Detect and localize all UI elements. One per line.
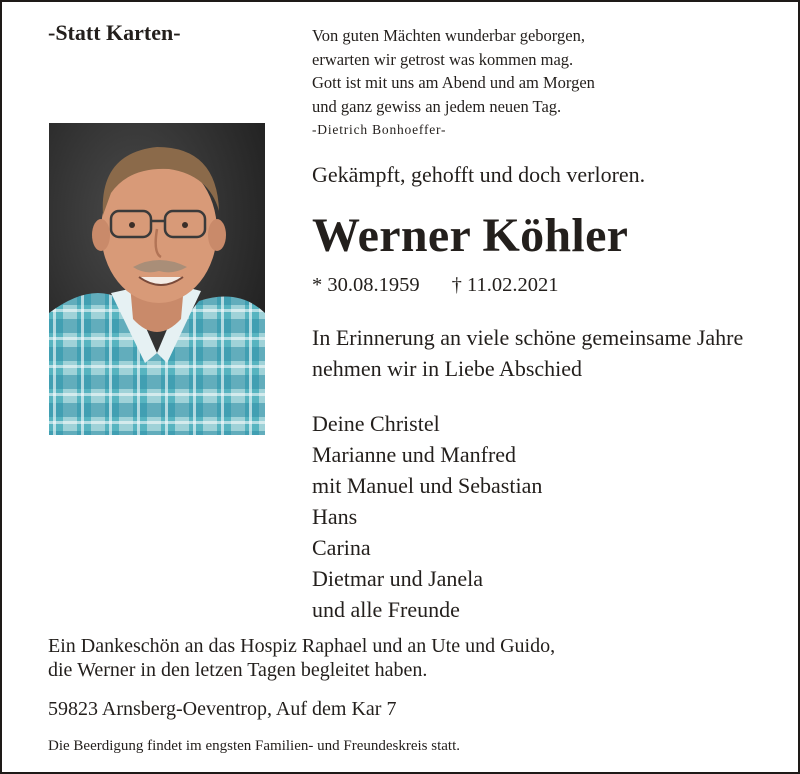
thanks-text <box>48 634 555 682</box>
funeral-note: Die Beerdigung findet im engsten Familien- und Freundeskreis statt. <box>48 738 461 754</box>
mourner-name: Carina <box>312 535 371 560</box>
quote-line: Gott ist mit uns am Abend und am Morgen <box>312 73 595 92</box>
mourner-name: Hans <box>312 504 358 529</box>
deceased-name: Werner Köhler <box>312 209 629 262</box>
farewell-line: In Erinnerung an viele schöne gemeinsame Jahre <box>312 325 744 350</box>
farewell-text <box>312 322 743 384</box>
mourners-list <box>312 408 542 625</box>
bonhoeffer-quote <box>312 24 595 142</box>
birth-date: * 30.08.1959 <box>312 274 420 296</box>
thanks-line: die Werner in den letzen Tagen begleitet haben. <box>48 659 428 681</box>
mourner-name: und alle Freunde <box>312 597 460 622</box>
mourner-name: mit Manuel und Sebastian <box>312 473 543 498</box>
address-line: 59823 Arnsberg-Oeventrop, Auf dem Kar 7 <box>48 698 397 720</box>
mourner-name: Marianne und Manfred <box>312 442 517 467</box>
quote-author: -Dietrich Bonhoeffer- <box>312 122 447 137</box>
thanks-line: Ein Dankeschön an das Hospiz Raphael und an Ute und Guido, <box>48 635 556 657</box>
mourner-name: Dietmar und Janela <box>312 566 484 591</box>
mourner-name: Deine Christel <box>312 411 440 436</box>
quote-line: Von guten Mächten wunderbar geborgen, <box>312 26 585 45</box>
portrait-photo <box>49 123 265 435</box>
motto-line: Gekämpft, gehofft und doch verloren. <box>312 162 646 187</box>
death-date: † 11.02.2021 <box>451 274 559 296</box>
statt-karten-label: -Statt Karten- <box>48 20 181 45</box>
quote-line: erwarten wir getrost was kommen mag. <box>312 49 574 69</box>
quote-line: und ganz gewiss an jedem neuen Tag. <box>312 96 562 116</box>
farewell-line: nehmen wir in Liebe Abschied <box>312 356 583 381</box>
life-dates <box>312 274 559 297</box>
